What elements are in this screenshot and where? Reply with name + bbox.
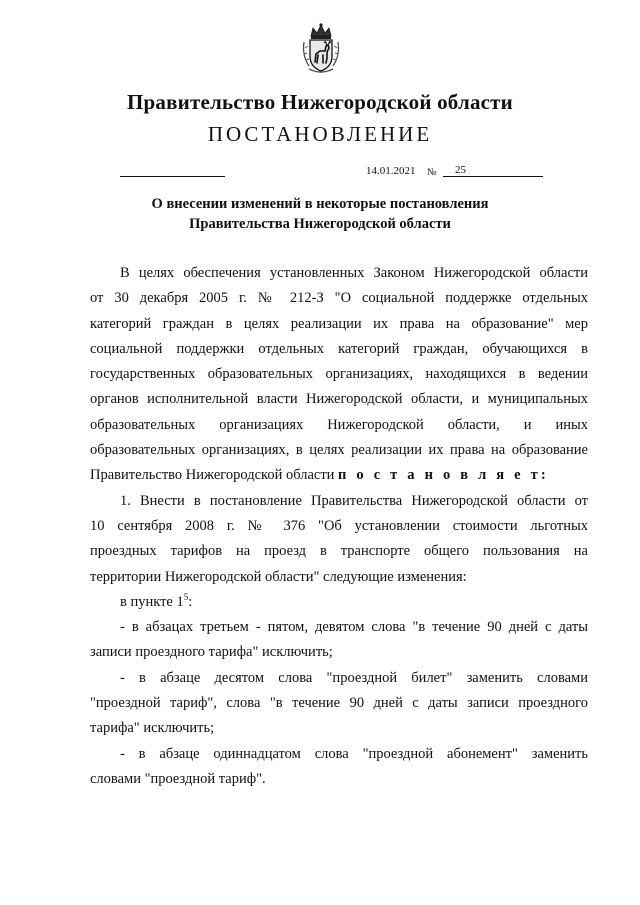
government-name: Правительство Нижегородской области	[127, 90, 513, 114]
document-body	[90, 261, 588, 792]
body-line: В целях обеспечения установленных Законом Нижегородской области	[120, 265, 588, 281]
body-line: образовательных организациях Нижегородской области, и иных	[90, 416, 588, 433]
body-line: проездных тарифов на проезд в транспорте общего пользования на	[90, 543, 588, 560]
body-text: в пункте 1	[120, 593, 184, 610]
body-line: государственных образовательных организациях, находящихся в ведении	[90, 366, 588, 383]
body-line: "проездной тариф", слова "в течение 90 дней с даты записи проездного	[90, 695, 588, 712]
document-type: ПОСТАНОВЛЕНИЕ	[207, 122, 433, 146]
body-line: от 30 декабря 2005 г. № 212-З "О социальной поддержке отдельных	[90, 290, 588, 307]
blank-signature-line	[120, 176, 225, 177]
subject-line: Правительства Нижегородской области	[189, 216, 451, 232]
body-line: 10 сентября 2008 г. № 376 "Об установлении стоимости льготных	[90, 517, 588, 534]
body-line: - в абзаце десятом слова "проездной билет" заменить словами	[120, 669, 588, 686]
document-subject	[0, 194, 640, 234]
body-line: территории Нижегородской области" следующие изменения:	[90, 568, 467, 585]
body-line: записи проездного тарифа" исключить;	[90, 644, 333, 661]
document-date: 14.01.2021	[366, 165, 416, 177]
document-number: 25	[455, 164, 466, 176]
body-text: Правительство Нижегородской области	[90, 467, 339, 484]
body-line: 1. Внести в постановление Правительства Нижегородской области от	[120, 492, 588, 509]
body-line: - в абзаце одиннадцатом слова "проездной абонемент" заменить	[120, 745, 588, 762]
resolves-emphasis: п о с т а н о в л я е т:	[338, 467, 549, 484]
body-line: - в абзацах третьем - пятом, девятом слова "в течение 90 дней с даты	[120, 619, 588, 636]
body-line: органов исполнительной власти Нижегородской области, и муниципальных	[90, 391, 588, 408]
number-underline	[443, 176, 543, 177]
body-line: социальной поддержки отдельных категорий граждан, обучающихся в	[90, 340, 588, 357]
body-line: категорий граждан в целях реализации их права на образование" мер	[90, 315, 588, 332]
body-line	[90, 463, 588, 488]
coat-of-arms-emblem	[301, 22, 341, 74]
subject-line: О внесении изменений в некоторые постановления	[151, 196, 489, 212]
superscript: 5	[183, 592, 189, 603]
number-sign: №	[427, 167, 437, 178]
body-line: тарифа" исключить;	[90, 720, 215, 737]
body-text: :	[188, 593, 193, 610]
body-line	[90, 590, 588, 615]
body-line: образовательных организациях, в целях реализации их права на образование	[90, 442, 588, 459]
body-line: словами "проездной тариф".	[90, 770, 266, 787]
